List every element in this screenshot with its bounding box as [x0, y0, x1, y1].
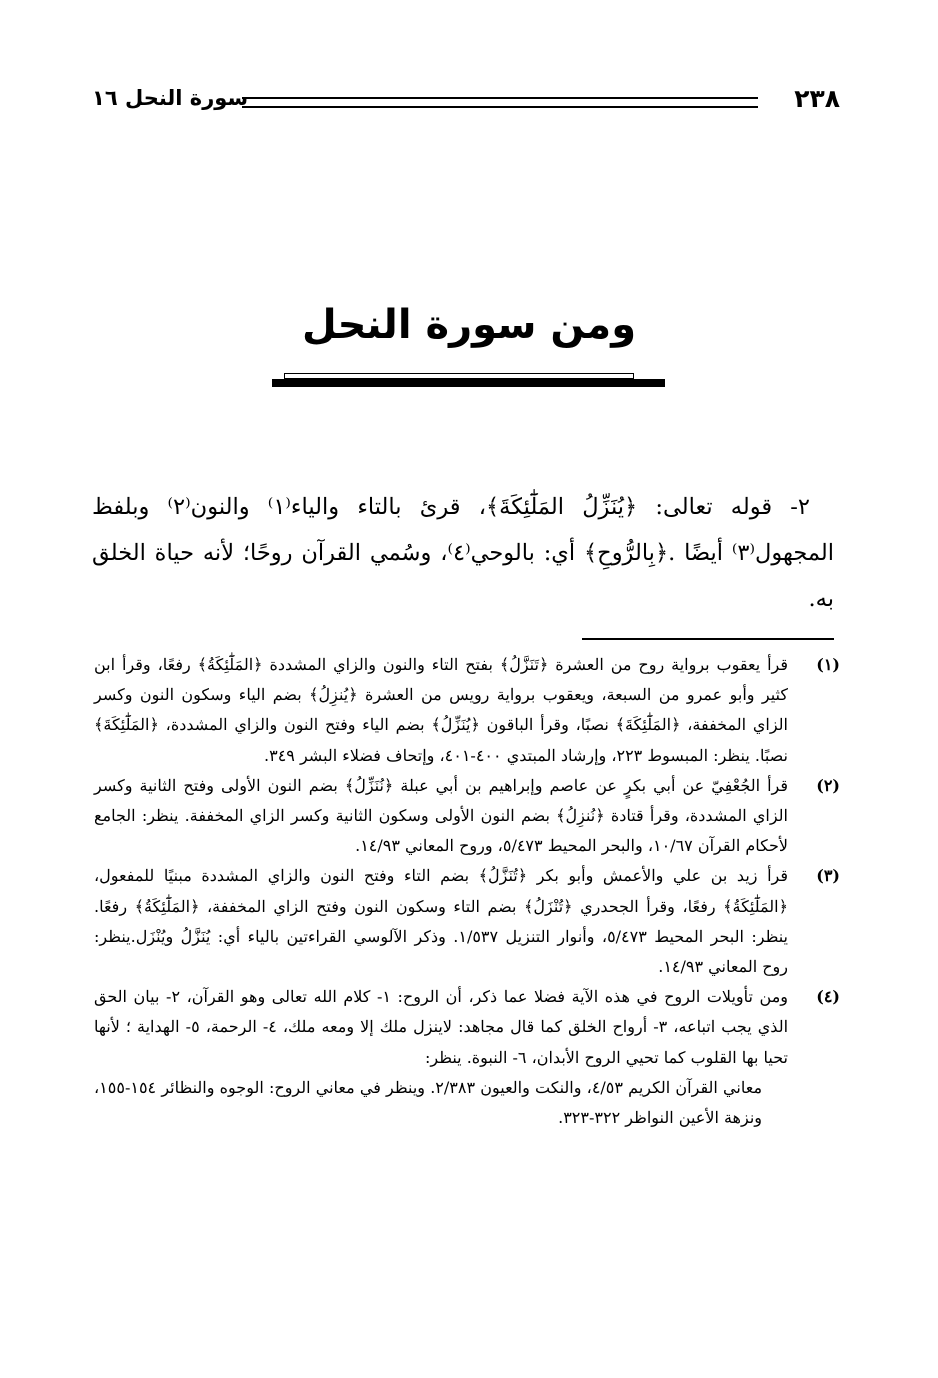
footnote-text: قرأ يعقوب برواية روح من العشرة ﴿تَنَزَّلُ﴾ بفتح التاء والنون والزاي المشددة ﴿المَلَٰٓئِكَةُ﴾ رفعًا، وقرأ ابن كثير وأبو عمرو من السبعة، ويعقوب برواية رويس من العشرة ﴿يُنزِلُ﴾ بضم الياء وسكون النون وكسر الزاي المخففة، ﴿المَلَٰٓئِكَةَ﴾ نصبًا، وقرأ الباقون ﴿يُنَزِّلُ﴾ بضم الياء وفتح النون والزاي المشددة، ﴿المَلَٰٓئِكَةَ﴾ نصبًا. ينظر: المبسوط ٢٢٣، وإرشاد المبتدي ٤٠٠-٤٠١، وإتحاف فضلاء البشر ٣٤٩. [94, 655, 788, 765]
page-number: ٢٣٨ [794, 84, 840, 113]
title-rule-thick [272, 379, 665, 387]
footnote-text: قرأ الجُعْفِيّ عن أبي بكرٍ عن عاصم وإبراهيم بن أبي عبلة ﴿نُنَزِّلُ﴾ بضم النون الأولى وفتح الثانية وكسر الزاي المشددة، وقرأ قتادة ﴿نُنزِلُ﴾ بضم النون الأولى وسكون الثانية وكسر الزاي المخففة. ينظر: الجامع لأحكام القرآن ١٠/٦٧، والبحر المحيط ٥/٤٧٣، وروح المعاني ١٤/٩٣. [94, 775, 789, 856]
running-header [92, 84, 840, 124]
footnote-number: (٤) [816, 987, 840, 1007]
main-text [92, 484, 834, 622]
footnote-references: معاني القرآن الكريم ٤/٥٣، والنكت والعيون ٢/٣٨٣. وينظر في معاني الروح: الوجوه والنظائر ١٥٤-١٥٥، ونزهة الأعين النواظر ٣٢٢-٣٢٣. [94, 1077, 763, 1128]
footnote-number: (٣) [816, 866, 840, 886]
footnote-separator [582, 638, 834, 640]
main-paragraph: ٢- قوله تعالى: ﴿يُنَزِّلُ المَلَٰٓئِكَةَ﴾، قرئ بالتاء والياء⁽١⁾ والنون⁽٢⁾ وبلفظ المجهول⁽٣⁾ أيضًا .﴿بِالرُّوحِ﴾ أي: بالوحي⁽٤⁾، وسُمي القرآن روحًا؛ لأنه حياة الخلق به. [92, 494, 834, 612]
footnote-number: (٢) [816, 775, 840, 795]
footnote-1 [94, 650, 840, 771]
header-double-rule [242, 97, 758, 108]
footnote-3 [94, 861, 840, 982]
title-rule-thin [284, 373, 634, 379]
running-title: سورة النحل ١٦ [92, 86, 249, 110]
footnotes [94, 650, 840, 1133]
footnote-4 [94, 982, 840, 1133]
title-ornament-rule [272, 373, 665, 387]
footnote-2 [94, 771, 840, 862]
footnote-text: ومن تأويلات الروح في هذه الآية فضلا عما ذكر، أن الروح: ١- كلام الله تعالى وهو القرآن، ٢- بيان الحق الذي يجب اتباعه، ٣- أرواح الخلق كما قال مجاهد: لاينزل ملك إلا ومعه ملك، ٤- الرحمة، ٥- الهداية ؛ لأنها تحيا بها القلوب كما تحيي الروح الأبدان، ٦- النبوة. ينظر: [94, 987, 789, 1067]
footnote-text: قرأ زيد بن علي والأعمش وأبو بكر ﴿تُنَزَّلُ﴾ بضم التاء وفتح النون والزاي المشددة مبنيًا للمفعول، ﴿المَلَٰٓئِكَةُ﴾ رفعًا، وقرأ الجحدري ﴿تُنْزَلُ﴾ بضم التاء وسكون النون وفتح الزاي المخففة، ﴿المَلَٰٓئِكَةُ﴾ رفعًا. ينظر: البحر المحيط ٥/٤٧٣، وأنوار التنزيل ١/٥٣٧. وذكر الآلوسي القراءتين بالياء أي: يُنَزَّلُ ويُنْزَل.ينظر: روح المعاني ١٤/٩٣. [94, 866, 789, 977]
footnote-number: (١) [816, 655, 840, 674]
chapter-title: ومن سورة النحل [301, 302, 637, 348]
